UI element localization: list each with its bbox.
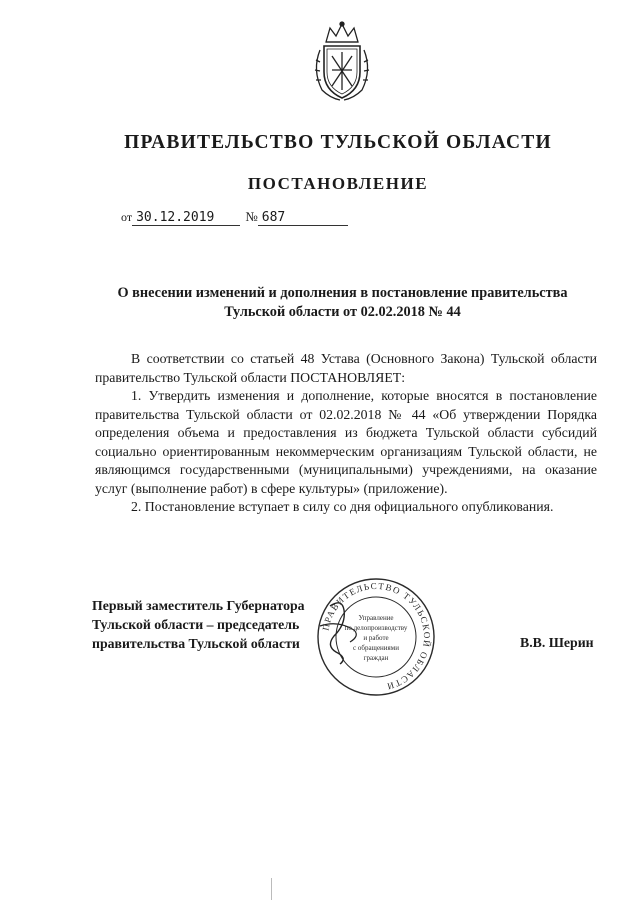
organization-title: ПРАВИТЕЛЬСТВО ТУЛЬСКОЙ ОБЛАСТИ xyxy=(124,132,552,153)
document-number: 687 xyxy=(258,210,348,226)
subject-line-1: О внесении изменений и дополнения в постановление правительства xyxy=(117,285,568,301)
signatory-name: В.В. Шерин xyxy=(520,635,594,650)
tula-coat-of-arms-emblem xyxy=(310,20,374,102)
stamp-center-line-5: граждан xyxy=(363,654,389,662)
body-item-2-paragraph: 2. Постановление вступает в силу со дня официального опубликования. xyxy=(131,499,554,514)
binding-mark xyxy=(271,878,272,900)
document-subject xyxy=(90,284,595,322)
subject-line-2: Тульской области от 02.02.2018 № 44 xyxy=(224,304,461,320)
stamp-center-line-2: по делопроизводству xyxy=(344,624,408,632)
position-line-1: Первый заместитель Губернатора xyxy=(92,598,305,613)
body-item-1-paragraph: 1. Утвердить изменения и дополнение, которые вносятся в постановление правительства Тульской области от 02.02.2018 № 44 «Об утверждении Порядка определения объема и предоставления из бюджета Тульской области субсидий социально ориентированным некоммерческим организациям Тульской области, не являющимся государственными (муниципальными) учреждениями, на оказание услуг (выполнение работ) в сфере культуры» (приложение). xyxy=(95,388,597,496)
date-prefix: от xyxy=(121,210,133,224)
document-date: 30.12.2019 xyxy=(132,210,240,226)
document-body xyxy=(95,350,597,517)
number-sign: № xyxy=(245,209,258,224)
stamp-ring-text: ПРАВИТЕЛЬСТВО ТУЛЬСКОЙ ОБЛАСТИ xyxy=(320,580,433,692)
stamp-center-line-1: Управление xyxy=(358,614,394,622)
registration-line xyxy=(121,209,348,226)
stamp-center-line-4: с обращениями xyxy=(353,644,399,652)
stamp-center-line-3: и работе xyxy=(363,634,389,642)
body-intro-paragraph: В соответствии со статьей 48 Устава (Основного Закона) Тульской области правительство Тульской области ПОСТАНОВЛЯЕТ: xyxy=(95,351,597,385)
document-type-title: ПОСТАНОВЛЕНИЕ xyxy=(247,174,429,193)
position-line-2: Тульской области – председатель xyxy=(92,617,300,632)
position-line-3: правительства Тульской области xyxy=(92,636,300,651)
official-round-stamp xyxy=(315,576,437,698)
